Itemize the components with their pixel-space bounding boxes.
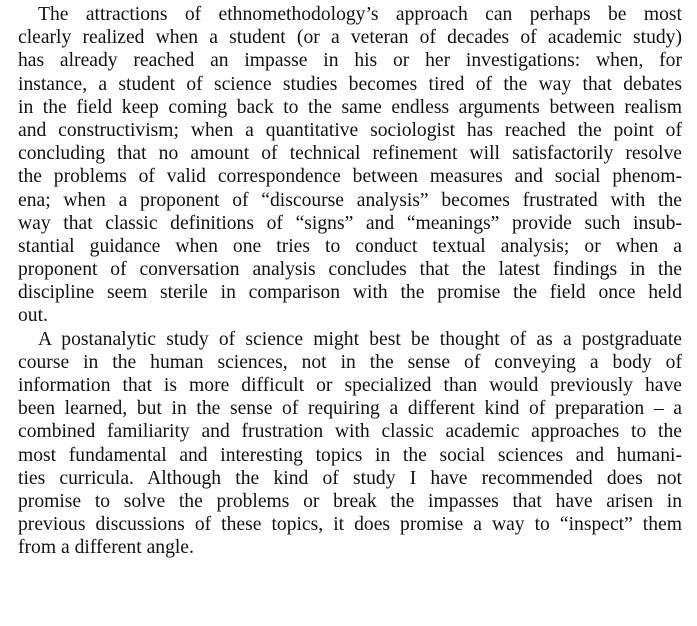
text-line: and constructivism; when a quantitative sociologist has reached the point of [18, 119, 682, 141]
text-line: course in the human sciences, not in the sense of conveying a body of [18, 351, 682, 373]
text-line: in the field keep coming back to the same endless arguments between realism [18, 96, 682, 118]
text-line: has already reached an impasse in his or her investigations: when, for [18, 50, 682, 72]
text-line: previous discussions of these topics, it does promise a way to “inspect” them [18, 514, 682, 536]
text-line: discipline seem sterile in comparison with the promise the field once held [18, 282, 682, 304]
text-line: ties curricula. Although the kind of study I have recommended does not [18, 467, 682, 489]
text-line: from a different angle. [18, 537, 194, 559]
text-line: most fundamental and interesting topics in the social sciences and humani- [18, 444, 682, 466]
text-line: promise to solve the problems or break the impasses that have arisen in [18, 490, 682, 512]
text-line: A postanalytic study of science might best be thought of as a postgraduate [38, 328, 682, 350]
text-line: combined familiarity and frustration with classic academic approaches to the [18, 421, 682, 443]
paragraph-2 [18, 328, 682, 560]
text-line: been learned, but in the sense of requiring a different kind of preparation – a [18, 398, 682, 420]
document-page [18, 3, 682, 560]
text-line: information that is more difficult or specialized than would previously have [18, 375, 682, 396]
text-line: ena; when a proponent of “discourse analysis” becomes frustrated with the [18, 189, 682, 211]
text-line: proponent of conversation analysis concludes that the latest findings in the [18, 259, 682, 281]
text-line: stantial guidance when one tries to conduct textual analysis; or when a [18, 235, 682, 257]
text-line: way that classic definitions of “signs” and “meanings” provide such insub- [18, 212, 682, 234]
paragraph-1 [18, 3, 682, 328]
text-line: concluding that no amount of technical refinement will satisfactorily resolve [18, 143, 682, 165]
text-line: the problems of valid correspondence between measures and social phenom- [18, 166, 682, 188]
text-line: clearly realized when a student (or a veteran of decades of academic study) [18, 27, 682, 49]
text-line: The attractions of ethnomethodology’s approach can perhaps be most [38, 4, 682, 25]
text-line: out. [18, 305, 48, 327]
text-line: instance, a student of science studies becomes tired of the way that debates [18, 73, 682, 95]
